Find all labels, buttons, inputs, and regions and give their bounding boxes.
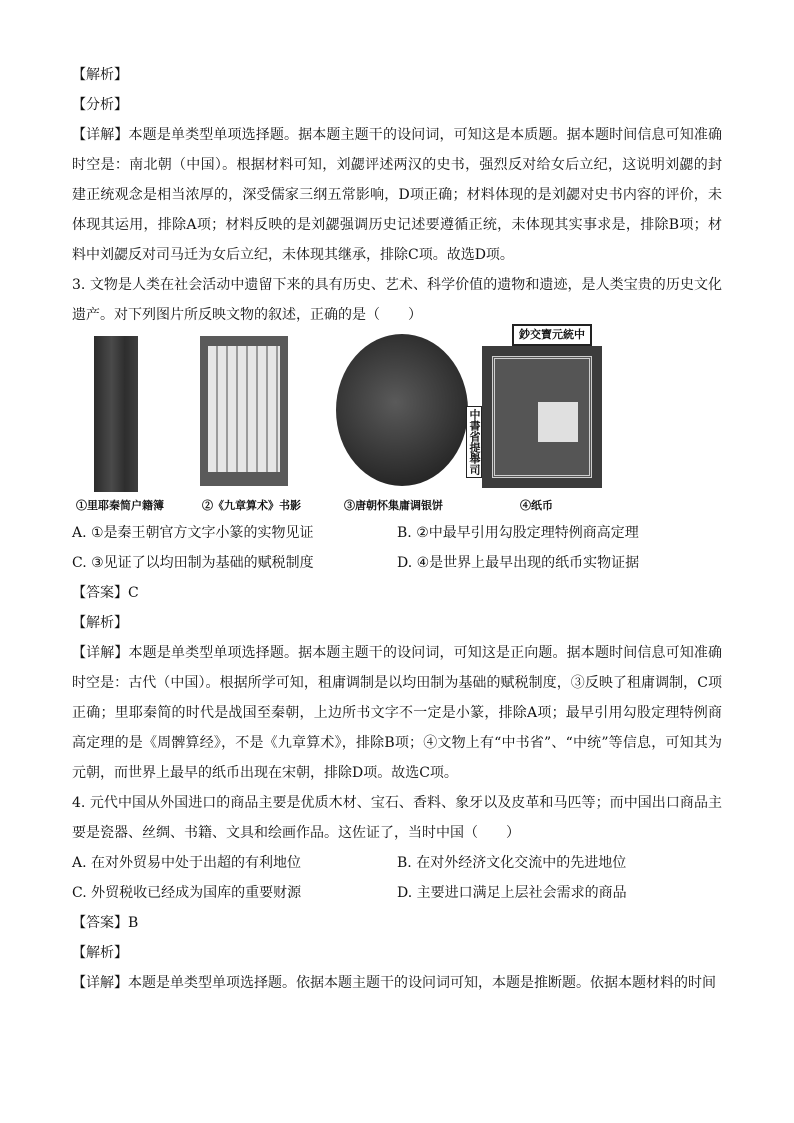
q4-option-a[interactable]: A. 在对外贸易中处于出超的有利地位 [72, 855, 302, 871]
document-page [72, 60, 722, 998]
q4-jiexi-heading: 【解析】 [72, 945, 128, 961]
question-4-options-row-1 [72, 848, 722, 878]
liye-slip-image [94, 336, 138, 492]
jiexi-heading: 【解析】 [72, 67, 128, 83]
figure-3-label: ③唐朝怀集庸调银饼 [344, 499, 443, 512]
banknote-side-label: 中書省提舉司 [466, 406, 482, 478]
q3-answer: 【答案】C [72, 585, 139, 601]
detail-paragraph-1 [72, 120, 722, 270]
q3-option-a[interactable]: A. ①是秦王朝官方文字小篆的实物见证 [72, 525, 314, 541]
artifact-figures [72, 328, 722, 518]
question-4-stem: 4. 元代中国从外国进口的商品主要是优质木材、宝石、香料、象牙以及皮革和马匹等；而中国出口商品主要是瓷器、丝绸、书籍、文具和绘画作品。这佐证了，当时中国（ ） [72, 795, 722, 841]
q3-jiexi-heading: 【解析】 [72, 615, 128, 631]
fenxi-heading: 【分析】 [72, 97, 128, 113]
q3-detail-paragraph [72, 638, 722, 788]
detail-tag: 【详解】 [72, 127, 129, 143]
question-3-stem: 3. 文物是人类在社会活动中遗留下来的具有历史、艺术、科学价值的遗物和遗迹，是人类宝贵的历史文化遗产。对下列图片所反映文物的叙述，正确的是（ ） [72, 277, 722, 323]
q4-detail-paragraph [72, 968, 722, 998]
q4-option-c[interactable]: C. 外贸税收已经成为国库的重要财源 [72, 885, 302, 901]
q4-detail-text: 本题是单类型单项选择题。依据本题主题干的设问词可知，本题是推断题。依据本题材料的时间 [128, 975, 716, 991]
q4-option-d[interactable]: D. 主要进口满足上层社会需求的商品 [397, 885, 627, 901]
q3-option-b[interactable]: B. ②中最早引用勾股定理特例商高定理 [397, 525, 639, 541]
banknote-title: 鈔交寶元統中 [512, 324, 592, 346]
figure-2-label: ②《九章算术》书影 [202, 499, 301, 512]
figure-4-label: ④纸币 [520, 499, 553, 512]
q3-detail-text: 本题是单类型单项选择题。据本题主题干的设问词，可知这是正向题。据本题时间信息可知准确时空是：古代（中国）。根据所学可知，租庸调制是以均田制为基础的赋税制度，③反映了租庸调制，C项正确；里耶秦简的时代是战国至秦朝，上边所书文字不一定是小篆，排除A项；最早引用勾股定理特例商高定理的是《周髀算经》，不是《九章算术》，排除B项；④文物上有“中书省”、“中统”等信息，可知其为元朝，而世界上最早的纸币出现在宋朝，排除D项。故选C项。 [72, 645, 723, 781]
q3-option-c[interactable]: C. ③见证了以均田制为基础的赋税制度 [72, 555, 314, 571]
q4-detail-tag: 【详解】 [72, 975, 128, 991]
banknote-image [482, 346, 602, 488]
q3-detail-tag: 【详解】 [72, 645, 129, 661]
question-3-options-row-2 [72, 548, 722, 578]
q4-answer: 【答案】B [72, 915, 139, 931]
silver-cake-image [336, 334, 468, 486]
question-4-options-row-2 [72, 878, 722, 908]
q3-option-d[interactable]: D. ④是世界上最早出现的纸币实物证据 [397, 555, 640, 571]
detail-text: 本题是单类型单项选择题。据本题主题干的设问词，可知这是本质题。据本题时间信息可知准确时空是：南北朝（中国）。根据材料可知，刘勰评述两汉的史书，强烈反对给女后立纪，这说明刘勰的封建正统观念是相当浓厚的，深受儒家三纲五常影响，D项正确；材料体现的是刘勰对史书内容的评价，未体现其运用，排除A项；材料反映的是刘勰强调历史记述要遵循正统，未体现其实事求是，排除B项；材料中刘勰反对司马迁为女后立纪，未体现其继承，排除C项。故选D项。 [72, 127, 723, 263]
jiuzhang-book-image [200, 336, 288, 486]
question-3-options-row-1 [72, 518, 722, 548]
q4-option-b[interactable]: B. 在对外经济文化交流中的先进地位 [397, 855, 627, 871]
figure-1-label: ①里耶秦简户籍簿 [76, 499, 164, 512]
